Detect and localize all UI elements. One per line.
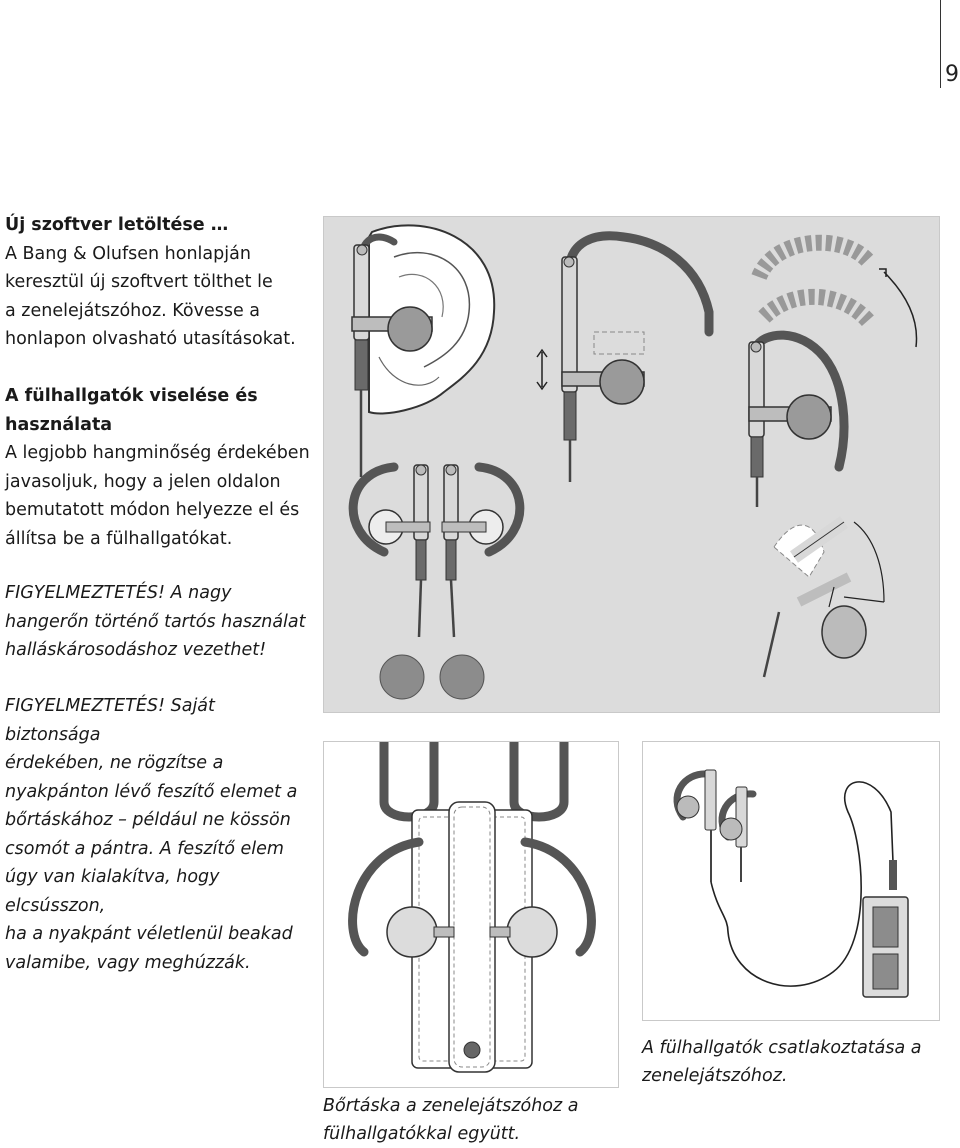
case-illustration (324, 742, 620, 1089)
wearing-heading: A fülhallgatók viselése és (5, 386, 258, 406)
wearing-illustration (324, 217, 941, 714)
warning-line: hangerőn történő tartós használat (5, 611, 306, 632)
wearing-section (5, 382, 310, 553)
earphone-rotate-adjust (749, 243, 917, 507)
warning-line: bőrtáskához – például ne kössön (5, 810, 291, 830)
software-section (5, 211, 310, 354)
wearing-line: bemutatott módon helyezze el és (5, 500, 300, 520)
wearing-heading: használata (5, 414, 113, 435)
wearing-line: javasoljuk, hogy a jelen oldalon (5, 471, 281, 492)
caption-line: fülhallgatókkal együtt. (323, 1124, 521, 1144)
software-line: a zenelejátszóhoz. Kövesse a (5, 300, 261, 321)
warning-line: ha a nyakpánt véletlenül beakad (5, 924, 293, 944)
earphone-pair (353, 465, 520, 699)
warning-line: csomót a pántra. A feszítő elem (5, 838, 284, 859)
case-illustration-panel (323, 741, 619, 1088)
connect-caption (642, 1034, 922, 1090)
case-caption (323, 1092, 579, 1148)
warning-line: nyakpánton lévő feszítő elemet a (5, 781, 298, 802)
connection-illustration-panel (642, 741, 940, 1021)
warning-neckstrap (5, 692, 310, 977)
warning-volume (5, 579, 310, 665)
page-number: 9 (945, 62, 959, 87)
software-line: keresztül új szoftvert tölthet le (5, 272, 273, 292)
caption-line: Bőrtáska a zenelejátszóhoz a (323, 1096, 579, 1116)
warning-line: FIGYELMEZTETÉS! A nagy (5, 583, 232, 603)
caption-line: A fülhallgatók csatlakoztatása a (642, 1038, 922, 1058)
wearing-illustration-panel (323, 216, 940, 713)
software-line: A Bang & Olufsen honlapján (5, 243, 251, 264)
wearing-line: A legjobb hangminőség érdekében (5, 443, 310, 463)
earphone-tilt-adjust (764, 522, 884, 677)
warning-line: halláskárosodáshoz vezethet! (5, 640, 267, 660)
earphone-height-adjust (537, 236, 709, 482)
warning-line: valamibe, vagy meghúzzák. (5, 952, 251, 973)
software-line: honlapon olvasható utasításokat. (5, 329, 296, 349)
warning-line: úgy van kialakítva, hogy elcsússzon, (5, 867, 220, 916)
page-rule (940, 0, 941, 88)
warning-line: érdekében, ne rögzítse a (5, 753, 224, 773)
caption-line: zenelejátszóhoz. (642, 1066, 788, 1086)
connection-illustration (643, 742, 941, 1022)
warning-line: FIGYELMEZTETÉS! Saját biztonsága (5, 696, 215, 745)
software-heading: Új szoftver letöltése … (5, 215, 229, 235)
wearing-line: állítsa be a fülhallgatókat. (5, 528, 233, 549)
